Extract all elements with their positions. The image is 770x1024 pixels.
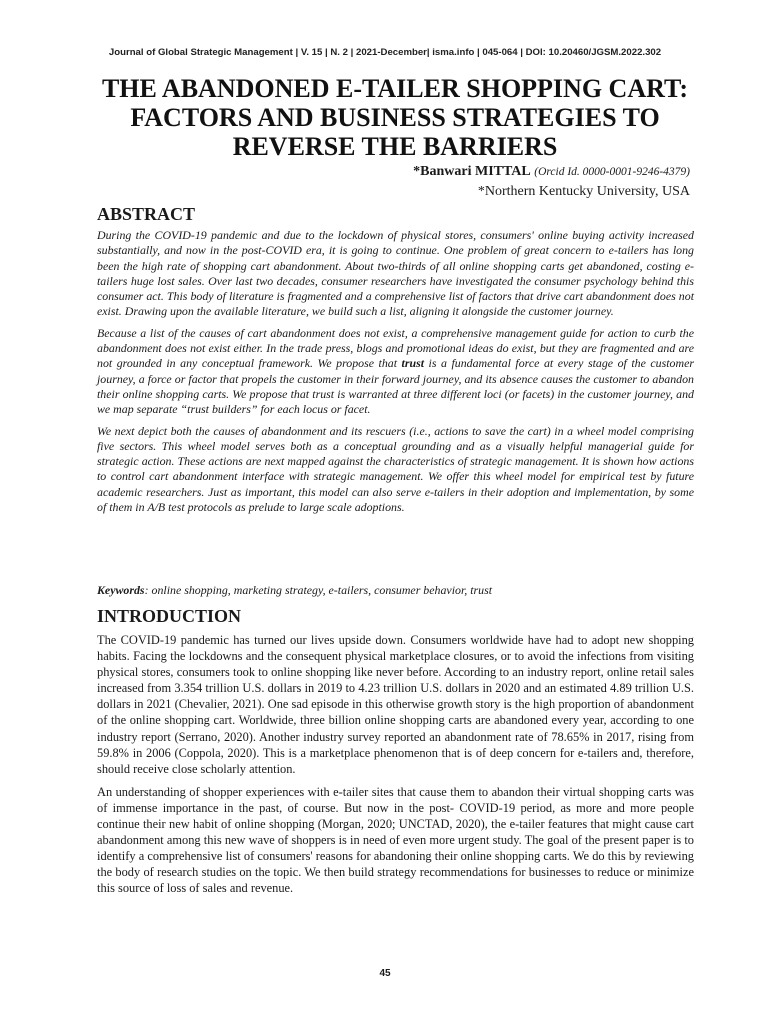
author-orcid: (Orcid Id. 0000-0001-9246-4379) <box>534 166 690 178</box>
introduction-body <box>97 632 694 904</box>
abstract-paragraph-1: During the COVID-19 pandemic and due to the lockdown of physical stores, consumers' online buying activity increased substantially, and now in the post-COVID era, it is going to continue. One problem of great concern to e-tailers has long been the high rate of shopping cart abandonment. About two-thirds of all online shopping carts get abandoned, costing e-tailers huge lost sales. Over last two decades, consumer researchers have investigated the consumer psychology behind this consumer act. This body of literature is fragmented and a comprehensive list of factors that drive cart abandonment does not exist. Drawing upon the available literature, we build such a list, aligning it alongside the customer journey. <box>97 228 694 319</box>
abstract-paragraph-2 <box>97 326 694 418</box>
paper-title: THE ABANDONED E-TAILER SHOPPING CART: FACTORS AND BUSINESS STRATEGIES TO REVERSE THE BARRIERS <box>101 74 689 161</box>
keywords-label: Keywords <box>97 583 145 597</box>
abstract-paragraph-3: We next depict both the causes of abandonment and its rescuers (i.e., actions to save the cart) in a wheel model comprising five sectors. This wheel model serves both as a conceptual grounding and as a visually helpful managerial guide for strategic action. These actions are next mapped against the characteristics of strategic management. It is shown how actions to control cart abandonment interface with strategic management. We offer this wheel model for empirical test by future academic researchers. Just as important, this model can also serve e-tailers in their adoption and implementation, by some of them in A/B test protocols as prelude to large scale adoptions. <box>97 423 694 515</box>
journal-header: Journal of Global Strategic Management | V. 15 | N. 2 | 2021-December| isma.info | 045-064 | DOI: 10.20460/JGSM.2022.302 <box>108 47 662 58</box>
keywords-line <box>97 583 694 598</box>
keywords-text: : online shopping, marketing strategy, e-tailers, consumer behavior, trust <box>144 583 493 597</box>
introduction-heading: INTRODUCTION <box>97 606 242 626</box>
page-number: 45 <box>379 968 391 979</box>
author-line <box>413 162 690 182</box>
author-affiliation: *Northern Kentucky University, USA <box>477 184 690 199</box>
abstract-heading: ABSTRACT <box>97 204 196 224</box>
author-block <box>413 162 690 201</box>
abstract-paragraph-2-part-b: is a fundamental force at every stage of the customer journey, a force or factor that propels the customer in their forward journey, and its absence causes the customer to abandon their online shopping carts. We propose that trust is warranted at three different loci (or facets) in the customer journey, and we map separate “trust builders” for each locus or facet. <box>97 356 694 417</box>
abstract-trust-emphasis: trust <box>401 356 425 371</box>
introduction-paragraph-1: The COVID-19 pandemic has turned our lives upside down. Consumers worldwide have had to adopt new shopping habits. Facing the lockdowns and the consequent physical marketplace closures, or to avoid the infections from visiting physical stores, consumers took to online shopping like never before. According to an industry report, online retail sales increased from 3.354 trillion U.S. dollars in 2019 to 4.23 trillion U.S. dollars in 2020 and an estimated 4.89 trillion U.S. dollars in 2021 (Chevalier, 2021). One sad episode in this otherwise growth story is the high proportion of abandonment of the online shopping cart. Worldwide, three billion online shopping carts are abandoned every year, according to one industry report (Serrano, 2020). Another industry survey reported an abandonment rate of 78.65% in 2017, rising from 59.8% in 2006 (Coppola, 2020). This is a marketplace phenomenon that is of deep concern for e-tailers and, therefore, should receive close scholarly attention. <box>97 633 694 776</box>
abstract-paragraph-2-part-a: Because a list of the causes of cart abandonment does not exist, a comprehensive management guide for action to curb the abandonment does not exist either. In the trade press, blogs and promotional ideas do exist, but they are fragmented and are not grounded in any conceptual framework. We propose that <box>97 325 694 371</box>
introduction-paragraph-2: An understanding of shopper experiences with e-tailer sites that cause them to abandon their virtual shopping carts was of immense importance in the past, of course. But now in the post- COVID-19 period, as more and more people continue their new habit of online shopping (Morgan, 2020; UNCTAD, 2020), the e-tailer features that might cause cart abandonment among this new wave of shoppers is in need of even more urgent study. The goal of the present paper is to identify a comprehensive list of consumers' reasons for abandoning their online shopping carts. We do this by reviewing the body of research studies on the topic. We then build strategy recommendations for businesses to reduce or minimize this source of loss of sales and revenue. <box>97 784 694 896</box>
author-name: *Banwari MITTAL <box>413 164 531 179</box>
abstract-body <box>97 228 694 521</box>
